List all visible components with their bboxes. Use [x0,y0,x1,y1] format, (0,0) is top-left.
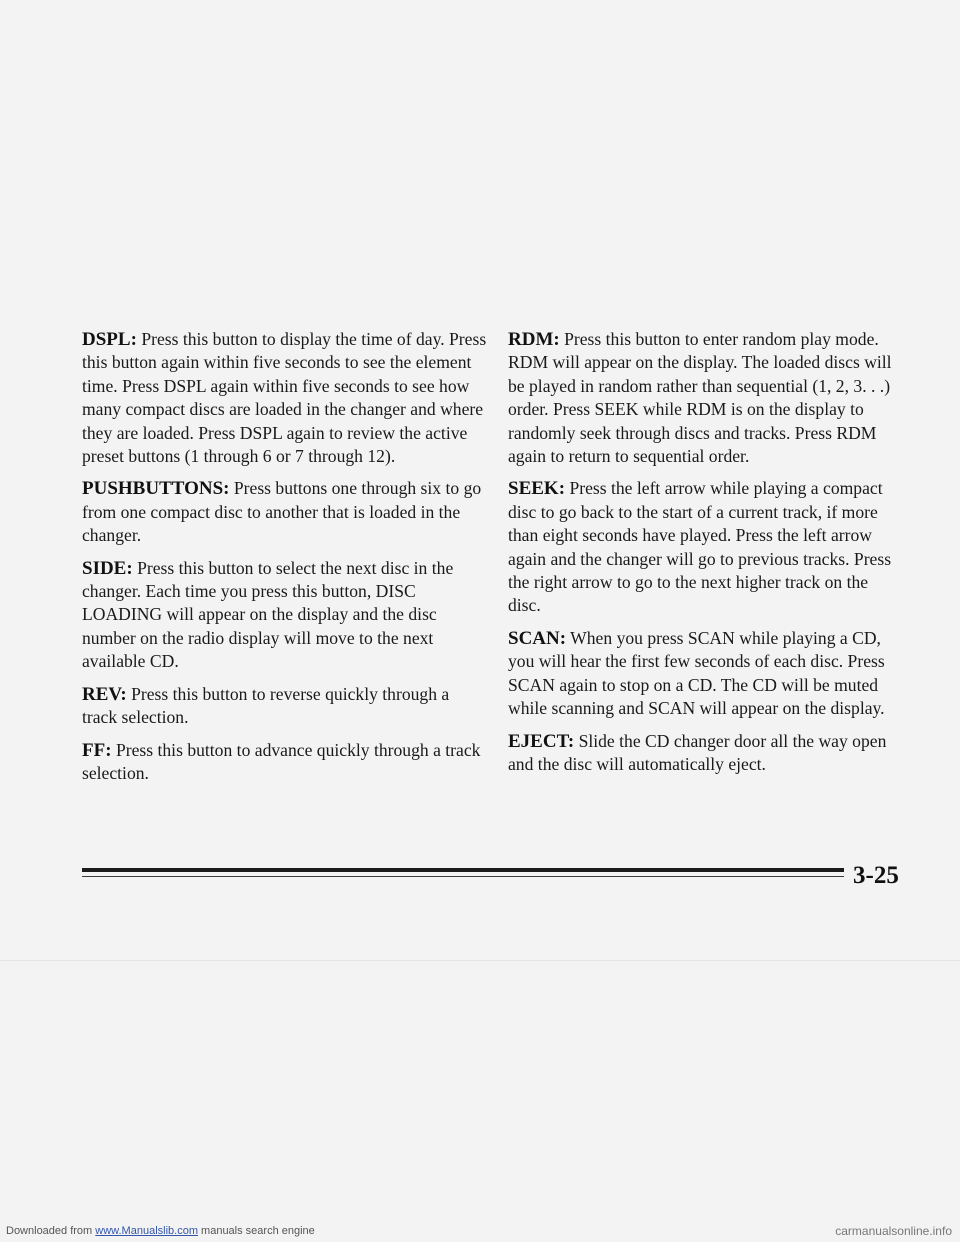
entry-rdm [508,328,900,468]
manualslib-link[interactable]: www.Manualslib.com [95,1225,198,1237]
entry-term: SCAN: [508,627,567,649]
entry-term: REV: [82,683,127,705]
entry-term: RDM: [508,329,560,350]
entry-text: When you press SCAN while playing a CD, you will hear the first few seconds of each disc. Press SCAN again to stop on a CD. The CD will be muted while scanning and SCAN will appear on the display. [508,627,885,719]
footer-rule-thin [82,876,844,877]
footer-rule-thick [82,868,844,872]
entry-pushbuttons [82,477,487,547]
entry-text: Slide the CD changer door all the way open and the disc will automatically eject. [508,730,887,774]
entry-eject [508,730,900,777]
left-column [82,328,487,794]
entry-text: Press this button to reverse quickly through a track selection. [82,683,450,728]
entry-rev [82,683,487,730]
entry-term: FF: [82,739,112,761]
entry-term: SEEK: [508,478,566,500]
entry-term: EJECT: [508,730,575,752]
entry-term: DSPL: [82,329,137,350]
download-footer [6,1225,315,1237]
divider [0,960,960,961]
entry-dspl [82,328,487,468]
entry-text: Press buttons one through six to go from one compact disc to another that is loaded in the changer. [82,478,482,546]
entry-seek [508,477,900,617]
footer-prefix: Downloaded from [6,1225,96,1237]
entry-scan [508,627,900,721]
entry-text: Press this button to display the time of day. Press this button again within five seconds to see the element time. Press DSPL again within five seconds to see how many compact discs are loaded in the changer and where they are loaded. Press DSPL again to review the active preset buttons (1 through 6 or 7 through 12). [82,329,487,467]
entry-side [82,557,487,674]
entry-text: Press the left arrow while playing a compact disc to go back to the start of a current track, if more than eight seconds have played. Press the left arrow again and the changer will go to previous tracks. Press the right arrow to go to the next higher track on the disc. [508,478,892,616]
entry-term: SIDE: [82,557,133,579]
entry-ff [82,739,487,786]
entry-text: Press this button to advance quickly through a track selection. [82,739,481,783]
entry-term: PUSHBUTTONS: [82,478,230,500]
entry-text: Press this button to enter random play mode. RDM will appear on the display. The loaded discs will be played in random rather than sequential (1, 2, 3. . .) order. Press SEEK while RDM is on the display to randomly seek through discs and tracks. Press RDM again to return to sequential order. [508,329,892,467]
right-column [508,328,900,785]
entry-text: Press this button to select the next disc in the changer. Each time you press this button, DISC LOADING will appear on the display and the disc number on the radio display will move to the next available CD. [82,557,454,672]
watermark-text: carmanualsonline.info [835,1224,952,1238]
footer-suffix: manuals search engine [197,1225,315,1237]
page-number: 3-25 [853,862,899,889]
